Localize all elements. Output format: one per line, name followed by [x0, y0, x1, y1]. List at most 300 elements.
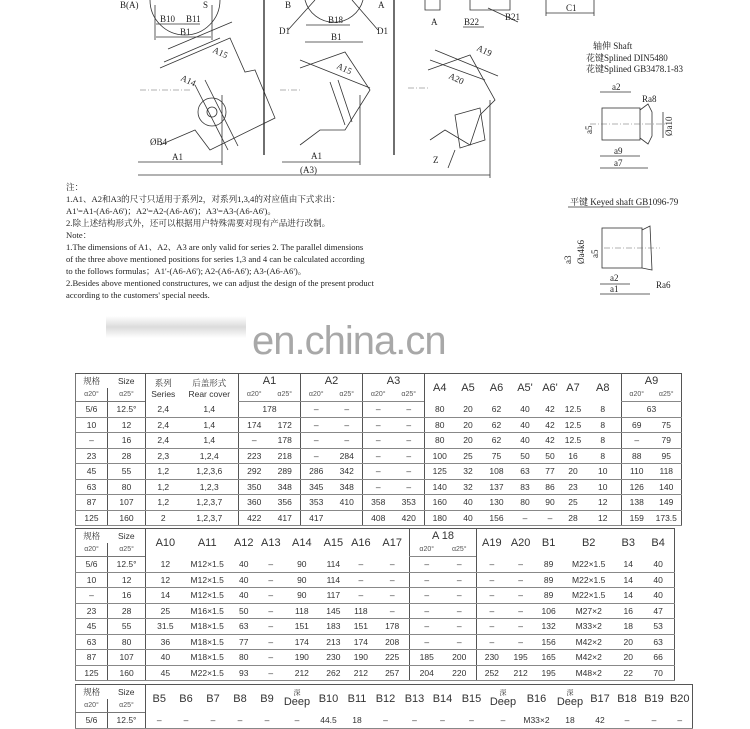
table-cell: 87 — [76, 495, 108, 511]
table-cell: M12×1.5 — [185, 588, 230, 604]
table-cell: 360 — [239, 495, 270, 511]
table-cell: 63 — [230, 619, 258, 635]
table-cell: 138 — [622, 495, 652, 511]
table-cell: – — [443, 619, 476, 635]
table-cell: – — [641, 713, 668, 729]
shaft-title: 轴伸 Shaft — [593, 41, 633, 51]
table-cell: 195 — [507, 650, 534, 666]
table-cell: α25° — [652, 388, 682, 402]
table-cell: – — [254, 713, 281, 729]
table-cell: – — [258, 588, 284, 604]
table-cell: 174 — [347, 634, 375, 650]
table-cell: 80 — [108, 479, 146, 495]
table-cell: 174 — [239, 417, 270, 433]
notes-en-1c: to the follows formulas；A1'-(A6-A6'); A2-(A6-A6'); A3-(A6-A6')。 — [66, 266, 307, 276]
header-col: B18 — [617, 692, 637, 705]
table-cell: α25° — [270, 388, 301, 402]
table-cell: 12 — [108, 417, 146, 433]
table-cell: 75 — [652, 417, 682, 433]
table-cell: – — [410, 588, 443, 604]
table-cell: 5/6 — [76, 713, 108, 729]
label-a15-middle: A15 — [335, 60, 354, 77]
table-cell: – — [173, 713, 200, 729]
table-cell: 108 — [482, 464, 512, 480]
table-cell: 89 — [534, 572, 563, 588]
table-cell: 10 — [585, 464, 622, 480]
table-cell: 345 — [301, 479, 332, 495]
table-cell: 40 — [512, 417, 539, 433]
table-cell: – — [394, 433, 425, 449]
table-cell: 1,4 — [181, 433, 239, 449]
notes-en-1a: 1.The dimensions of A1、A2、A3 are only valid for series 2. The parallel dimensions — [66, 242, 364, 252]
table-cell: 62 — [482, 417, 512, 433]
table-cell: 174 — [284, 634, 320, 650]
table-cell: – — [301, 433, 332, 449]
table-cell: – — [410, 619, 443, 635]
table-cell: 63 — [622, 402, 682, 418]
table-row — [76, 510, 682, 526]
table-cell: 1,2 — [146, 464, 181, 480]
table-cell: 110 — [622, 464, 652, 480]
header-size: Size — [117, 687, 135, 697]
table-cell: 12 — [108, 572, 146, 588]
table-cell: 262 — [320, 665, 347, 681]
header-col: B16 — [526, 692, 547, 705]
table-cell: 90 — [284, 572, 320, 588]
table-cell: 44.5 — [314, 713, 344, 729]
table-cell: 53 — [642, 619, 674, 635]
table-cell: 16 — [108, 433, 146, 449]
table-cell: – — [347, 557, 375, 573]
table-cell: – — [507, 603, 534, 619]
table-cell: 5/6 — [76, 402, 108, 418]
table-cell: – — [375, 557, 410, 573]
header-size: Size — [118, 531, 135, 541]
table-cell: 165 — [534, 650, 563, 666]
table-cell: 20 — [455, 402, 482, 418]
label-b4-dia: ØB4 — [150, 137, 168, 147]
table-cell: 2,3 — [146, 448, 181, 464]
label-keyed-a3: a3 — [563, 255, 573, 264]
table-cell: 159 — [622, 510, 652, 526]
table-cell: – — [443, 588, 476, 604]
table-cell: 2,4 — [146, 433, 181, 449]
shaft-detail-drawing — [563, 40, 684, 294]
table-cell: 356 — [270, 495, 301, 511]
table-cell: 20 — [614, 634, 642, 650]
label-b: B — [285, 0, 292, 10]
header-spec: 规格 — [83, 376, 101, 386]
watermark: en.china.cn — [252, 319, 446, 363]
table-cell: – — [394, 417, 425, 433]
splined-gb-label: 花键Splined GB3478.1-83 — [586, 64, 684, 74]
table-cell: 125 — [76, 665, 108, 681]
header-col: B9 — [260, 692, 274, 705]
table-cell: M12×1.5 — [185, 572, 230, 588]
table-cell: 126 — [622, 479, 652, 495]
header-col: B1 — [541, 536, 556, 549]
table-cell: – — [363, 402, 394, 418]
table-cell: 8 — [585, 448, 622, 464]
label-b11: B11 — [186, 14, 201, 24]
table-cell: – — [410, 603, 443, 619]
table-cell: 213 — [320, 634, 347, 650]
notes-cn-1b: A1'=A1-(A6-A6')；A2'=A2-(A6-A6')；A3'=A3-(A6-A6')。 — [66, 206, 276, 216]
table-cell: 350 — [239, 479, 270, 495]
table-cell: – — [375, 603, 410, 619]
table-cell: 353 — [301, 495, 332, 511]
table-cell: – — [539, 510, 562, 526]
label-a: A — [378, 0, 385, 10]
table-cell: 80 — [425, 402, 455, 418]
table-cell: 14 — [614, 557, 642, 573]
table-cell: 22 — [614, 665, 642, 681]
table-cell: – — [410, 572, 443, 588]
table-cell: 18 — [344, 713, 371, 729]
table-cell: – — [394, 402, 425, 418]
table-cell: 12.5 — [562, 433, 585, 449]
table-cell: M18×1.5 — [185, 650, 230, 666]
header-col: B5 — [146, 685, 173, 713]
label-keyed-a2: a2 — [610, 273, 619, 283]
table-cell: 286 — [301, 464, 332, 480]
table-cell: – — [476, 619, 507, 635]
table-cell: – — [363, 448, 394, 464]
header-col: A19 — [476, 529, 507, 557]
table-cell: 86 — [539, 479, 562, 495]
header-col: A11 — [197, 536, 217, 549]
label-d1-right: D1 — [377, 26, 388, 36]
table-cell: 45 — [146, 665, 185, 681]
header-deep: 深 Deep — [283, 689, 311, 708]
table-cell: 417 — [270, 510, 301, 526]
table-cell: 80 — [108, 634, 146, 650]
table-cell: 12.5 — [562, 402, 585, 418]
table-cell: 25 — [562, 495, 585, 511]
table-cell: – — [281, 713, 314, 729]
table-cell: 223 — [239, 448, 270, 464]
table-cell: – — [258, 619, 284, 635]
table-cell: 289 — [270, 464, 301, 480]
table-cell: 16 — [108, 588, 146, 604]
table-cell: M27×2 — [563, 603, 614, 619]
table-cell: 63 — [76, 634, 108, 650]
label-a10: Øa10 — [664, 116, 674, 136]
table-cell: M33×2 — [520, 713, 554, 729]
table-cell: 12.5° — [108, 557, 146, 573]
table-cell: M42×2 — [563, 634, 614, 650]
table-cell: 83 — [512, 479, 539, 495]
table-cell: – — [487, 713, 520, 729]
table-cell: 410 — [332, 495, 363, 511]
table-cell: 190 — [347, 650, 375, 666]
keyed-shaft-label: 平键 Keyed shaft GB1096-79 — [570, 197, 679, 207]
header-col: A4 — [425, 374, 455, 402]
table-cell: 55 — [108, 464, 146, 480]
header-col: B6 — [179, 692, 193, 705]
table-cell: M22×1.5 — [563, 572, 614, 588]
table-cell: 14 — [146, 588, 185, 604]
table-cell: 63 — [512, 464, 539, 480]
table-cell: – — [476, 588, 507, 604]
table-cell: – — [457, 713, 487, 729]
table-cell: α20° — [76, 388, 108, 402]
table-cell: 125 — [76, 510, 108, 526]
table-cell: – — [507, 588, 534, 604]
table-cell: 185 — [410, 650, 443, 666]
table-cell: 230 — [476, 650, 507, 666]
table-cell: 1,2,3 — [181, 479, 239, 495]
label-a19: A19 — [475, 42, 494, 59]
header-col: B11 — [347, 692, 367, 705]
header-col: A20 — [510, 536, 531, 549]
header-col: A10 — [146, 529, 185, 557]
header-col: B7 — [206, 692, 220, 705]
label-a20: A20 — [447, 70, 466, 87]
table-cell: 12 — [146, 557, 185, 573]
table-cell: 80 — [230, 650, 258, 666]
table-cell: – — [512, 510, 539, 526]
table-cell: 149 — [652, 495, 682, 511]
table-cell: 47 — [642, 603, 674, 619]
table-cell: 77 — [230, 634, 258, 650]
label-keyed-a1: a1 — [610, 284, 619, 294]
table-cell: – — [394, 448, 425, 464]
table-cell: α20° — [622, 388, 652, 402]
table-cell: – — [443, 557, 476, 573]
label-a14: A14 — [179, 72, 198, 89]
table-row — [76, 402, 682, 418]
table-cell: 1,2,3,7 — [181, 495, 239, 511]
table-cell: 40 — [146, 650, 185, 666]
table-cell: 40 — [230, 572, 258, 588]
table-cell — [332, 510, 363, 526]
table-row — [76, 713, 693, 729]
table-row — [76, 464, 682, 480]
table-cell: 408 — [363, 510, 394, 526]
notes-en-2b: according to the customers' special needs. — [66, 290, 210, 300]
table-cell: α25° — [108, 699, 146, 713]
table-cell: α25° — [108, 543, 146, 557]
table-cell: 1,2 — [146, 479, 181, 495]
table-cell: 45 — [76, 464, 108, 480]
label-keyed-a4k6: Øa4k6 — [576, 240, 586, 264]
table-cell: 8 — [585, 417, 622, 433]
table-row — [76, 448, 682, 464]
table-cell: 90 — [539, 495, 562, 511]
table-cell: 132 — [534, 619, 563, 635]
table-cell: 25 — [455, 448, 482, 464]
table-cell: 50 — [539, 448, 562, 464]
header-col: B10 — [318, 692, 339, 705]
table-cell: 23 — [76, 448, 108, 464]
table-cell: 20 — [455, 417, 482, 433]
table-cell: 5/6 — [76, 557, 108, 573]
table-header-row — [76, 529, 675, 544]
table-cell: – — [371, 713, 401, 729]
header-col: A8 — [596, 381, 610, 394]
table-cell: 10 — [76, 417, 108, 433]
table-cell: – — [258, 603, 284, 619]
table-cell: – — [301, 402, 332, 418]
table-cell: 40 — [455, 510, 482, 526]
table-cell: α25° — [108, 388, 146, 402]
table-cell: 230 — [320, 650, 347, 666]
table-cell: 80 — [425, 417, 455, 433]
table-cell: 178 — [239, 402, 301, 418]
table-cell: 190 — [284, 650, 320, 666]
label-b10: B10 — [160, 14, 176, 24]
table-cell: 342 — [332, 464, 363, 480]
table-cell: 358 — [363, 495, 394, 511]
table-cell: 178 — [375, 619, 410, 635]
label-a15: A15 — [211, 44, 230, 61]
table-cell: – — [227, 713, 254, 729]
table-cell: M18×1.5 — [185, 619, 230, 635]
table-cell: M22×1.5 — [563, 588, 614, 604]
label-a1: A1 — [172, 152, 183, 162]
table-cell: – — [363, 479, 394, 495]
label-s: S — [203, 0, 209, 10]
table-cell: – — [363, 417, 394, 433]
table-cell: 160 — [108, 665, 146, 681]
header-col: B3 — [621, 536, 635, 549]
table-cell: – — [410, 557, 443, 573]
table-cell: – — [258, 634, 284, 650]
table-cell: 125 — [425, 464, 455, 480]
table-cell: 42 — [539, 417, 562, 433]
table-cell: M18×1.5 — [185, 634, 230, 650]
table-cell: 40 — [642, 572, 674, 588]
table-cell: M12×1.5 — [185, 557, 230, 573]
table-cell: 14 — [614, 588, 642, 604]
table-cell: 31.5 — [146, 619, 185, 635]
table-cell: – — [429, 713, 457, 729]
header-col: A17 — [382, 536, 402, 549]
header-col: A5' — [517, 381, 533, 394]
header-col: B14 — [432, 692, 453, 705]
table-cell: 156 — [482, 510, 512, 526]
table-cell: – — [332, 433, 363, 449]
table-cell: – — [614, 713, 641, 729]
table-cell: – — [476, 634, 507, 650]
header-col: A14 — [292, 536, 312, 549]
header-series: 系列 Series — [146, 374, 181, 402]
table-cell: 23 — [562, 479, 585, 495]
header-a1: A1 — [239, 374, 301, 389]
table-cell: 151 — [347, 619, 375, 635]
table-cell: 89 — [534, 588, 563, 604]
table-cell: α20° — [363, 388, 394, 402]
table-cell: 252 — [476, 665, 507, 681]
header-col: A12 — [233, 536, 254, 549]
table-cell: 130 — [482, 495, 512, 511]
table-cell: 80 — [425, 433, 455, 449]
table-cell: – — [239, 433, 270, 449]
table-cell: 183 — [320, 619, 347, 635]
table-cell: 20 — [455, 433, 482, 449]
table-cell: 12 — [585, 495, 622, 511]
table-cell: 93 — [230, 665, 258, 681]
table-cell: – — [476, 557, 507, 573]
table-cell: 40 — [642, 557, 674, 573]
label-ra6: Ra6 — [656, 280, 671, 290]
table-cell: – — [443, 603, 476, 619]
table-cell: 220 — [443, 665, 476, 681]
header-col: B8 — [233, 692, 247, 705]
table-cell: 107 — [108, 650, 146, 666]
table-cell: 55 — [108, 619, 146, 635]
table-row — [76, 417, 682, 433]
notes-cn-title: 注： — [66, 182, 84, 192]
header-a2: A2 — [301, 374, 363, 389]
header-col: B15 — [461, 692, 482, 705]
notes-en-1b: of the three above mentioned positions for series 1,3 and 4 can be calculated according — [66, 254, 365, 264]
table-cell: 225 — [375, 650, 410, 666]
table-row — [76, 634, 675, 650]
label-c1: C1 — [566, 3, 577, 13]
table-cell: 173.5 — [652, 510, 682, 526]
table-cell: 208 — [375, 634, 410, 650]
middle-view-drawing — [279, 0, 388, 175]
table-cell: 8 — [585, 433, 622, 449]
label-z: Z — [433, 155, 439, 165]
right-view-drawing — [408, 0, 594, 168]
table-cell: 63 — [642, 634, 674, 650]
table-cell: 80 — [512, 495, 539, 511]
table-cell: 10 — [585, 479, 622, 495]
table-cell: 69 — [622, 417, 652, 433]
table-cell: – — [347, 588, 375, 604]
table-cell: α25° — [443, 543, 476, 557]
table-cell: 18 — [614, 619, 642, 635]
label-d1-left: D1 — [279, 26, 290, 36]
table-cell: 118 — [284, 603, 320, 619]
header-rear-cover: 后盖形式 Rear cover — [188, 377, 231, 399]
table-cell: 422 — [239, 510, 270, 526]
header-spec: 规格 — [83, 687, 101, 697]
header-a18: A 18 — [410, 529, 476, 544]
blurred-heading — [106, 316, 246, 338]
table-header-row — [76, 374, 682, 389]
table-cell: 1,2,4 — [181, 448, 239, 464]
table-cell: 284 — [332, 448, 363, 464]
splined-din-label: 花键Splined DIN5480 — [586, 53, 668, 63]
table-cell: 79 — [652, 433, 682, 449]
table-cell: 212 — [507, 665, 534, 681]
table-cell: 10 — [76, 572, 108, 588]
table-cell: – — [476, 572, 507, 588]
table-cell: 1,4 — [181, 402, 239, 418]
table-cell: 12 — [146, 572, 185, 588]
table-row — [76, 433, 682, 449]
table-cell: M22×1.5 — [563, 557, 614, 573]
table-cell: – — [347, 572, 375, 588]
table-cell: 14 — [614, 572, 642, 588]
table-cell: M16×1.5 — [185, 603, 230, 619]
table-cell: – — [76, 588, 108, 604]
table-cell: α20° — [410, 543, 443, 557]
table-cell: 88 — [622, 448, 652, 464]
header-a3: A3 — [363, 374, 425, 389]
table-cell: – — [76, 433, 108, 449]
label-keyed-a5: a5 — [590, 249, 600, 258]
table-cell: 420 — [394, 510, 425, 526]
table-cell: 95 — [652, 448, 682, 464]
label-a9: a9 — [614, 146, 623, 156]
table-cell: – — [507, 619, 534, 635]
table-cell: 160 — [108, 510, 146, 526]
